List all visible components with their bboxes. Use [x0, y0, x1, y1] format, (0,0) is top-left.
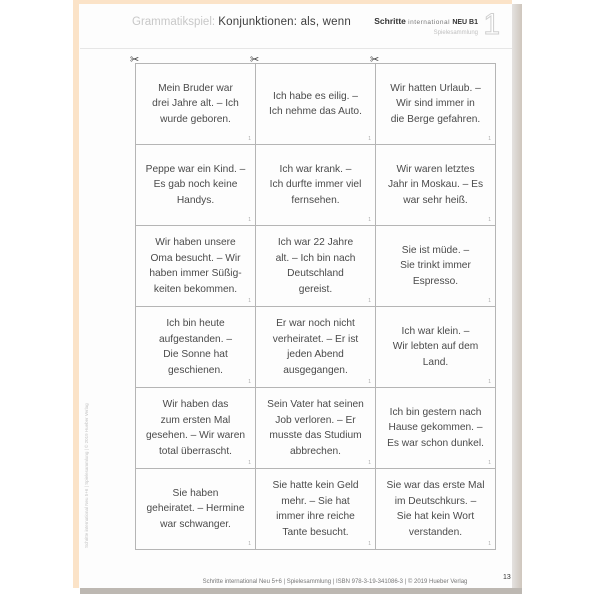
card-text: Sie hatte kein Geld mehr. – Sie hat immer ihre reiche Tante besucht. — [272, 480, 359, 538]
page-title — [132, 16, 351, 28]
brand-block — [374, 16, 478, 38]
card-text: Wir hatten Urlaub. – Wir sind immer in die Berge gefahren. — [390, 82, 481, 125]
card-number: 1 — [488, 217, 491, 223]
card — [376, 388, 496, 469]
title-main: Konjunktionen: als, wenn — [218, 16, 351, 28]
card-text: Ich habe es eilig. – Ich nehme das Auto. — [269, 90, 362, 117]
footer-text: Schritte international Neu 5+6 | Spielesammlung | ISBN 978-3-19-341086-3 | © 2019 Hueber Verlag — [202, 579, 468, 585]
card — [376, 307, 496, 388]
scissors-icon: ✂ — [370, 54, 380, 66]
card-text: Sie haben geheiratet. – Hermine war schwanger. — [146, 487, 245, 530]
card-text: Wir waren letztes Jahr in Moskau. – Es war sehr heiß. — [387, 163, 484, 206]
card-text: Sein Vater hat seinen Job verloren. – Er musste das Studium abbrechen. — [267, 399, 364, 457]
card — [136, 469, 256, 550]
card — [136, 388, 256, 469]
card-text: Peppe war ein Kind. – Es gab noch keine Handys. — [145, 163, 246, 206]
card-text: Er war noch nicht verheiratet. – Er ist jeden Abend ausgegangen. — [272, 318, 359, 376]
card — [376, 145, 496, 226]
card-text: Ich war 22 Jahre alt. – Ich bin nach Deutschland gereist. — [275, 237, 356, 295]
page-shadow-bottom — [80, 588, 522, 594]
card — [256, 388, 376, 469]
card-number: 1 — [248, 460, 251, 466]
card-text: Sie war das erste Mal im Deutschkurs. – Sie hat kein Wort verstanden. — [386, 480, 485, 538]
card-text: Ich bin heute aufgestanden. – Die Sonne hat geschienen. — [158, 318, 233, 376]
card-text: Wir haben unsere Oma besucht. – Wir haben immer Süßig- keiten bekommen. — [149, 237, 242, 295]
card-text: Sie ist müde. – Sie trinkt immer Espresso. — [400, 244, 471, 287]
card — [256, 64, 376, 145]
card-number: 1 — [368, 379, 371, 385]
card-number: 1 — [248, 298, 251, 304]
page-shadow-right — [512, 4, 522, 594]
card — [376, 469, 496, 550]
card-number: 1 — [488, 136, 491, 142]
card-number: 1 — [488, 379, 491, 385]
card-number: 1 — [488, 541, 491, 547]
card-number: 1 — [488, 460, 491, 466]
scissors-icon: ✂ — [250, 54, 260, 66]
page-number: 13 — [503, 574, 511, 581]
card-text: Ich bin gestern nach Hause gekommen. – Es war schon dunkel. — [387, 406, 484, 449]
card-text: Ich war krank. – Ich durfte immer viel fernsehen. — [269, 163, 362, 206]
card — [256, 307, 376, 388]
page-header — [80, 4, 512, 49]
card-text: Wir haben das zum ersten Mal gesehen. – Wir waren total überrascht. — [145, 399, 246, 457]
unit-number: 1 — [483, 8, 500, 41]
card-number: 1 — [368, 541, 371, 547]
card — [136, 226, 256, 307]
card-number: 1 — [368, 217, 371, 223]
card — [256, 226, 376, 307]
card-grid — [135, 63, 496, 550]
side-note: Schritte international Neu 5+6 | Spielesammlung | © 2019 Hueber Verlag — [84, 403, 89, 548]
brand-subtitle: Spielesammlung — [433, 30, 478, 36]
card-text: Ich war klein. – Wir lebten auf dem Land. — [392, 325, 479, 368]
card-number: 1 — [248, 217, 251, 223]
card-number: 1 — [368, 460, 371, 466]
card — [376, 226, 496, 307]
card — [256, 145, 376, 226]
brand-level: NEU B1 — [452, 19, 478, 26]
card-number: 1 — [248, 136, 251, 142]
brand-name: Schritte — [374, 16, 406, 26]
card — [376, 64, 496, 145]
title-prefix: Grammatikspiel: — [132, 16, 216, 28]
card-number: 1 — [368, 136, 371, 142]
card — [136, 64, 256, 145]
card-text: Mein Bruder war drei Jahre alt. – Ich wurde geboren. — [152, 82, 239, 125]
card — [256, 469, 376, 550]
card — [136, 145, 256, 226]
card-number: 1 — [488, 298, 491, 304]
card — [136, 307, 256, 388]
card-number: 1 — [368, 298, 371, 304]
brand-mid: international — [408, 19, 451, 26]
card-number: 1 — [248, 379, 251, 385]
scissors-icon: ✂ — [130, 54, 140, 66]
card-number: 1 — [248, 541, 251, 547]
